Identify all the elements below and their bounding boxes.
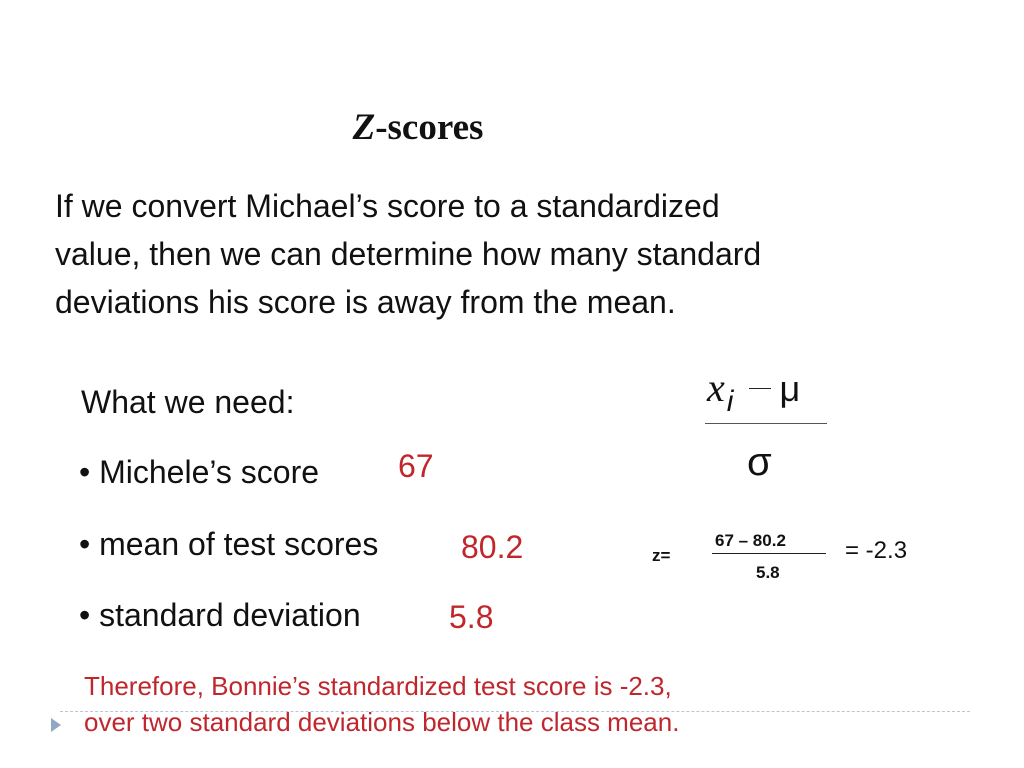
formula-numerator xyxy=(707,365,801,418)
need-item-value: 5.8 xyxy=(449,599,494,635)
conclusion-line: over two standard deviations below the class mean. xyxy=(84,707,680,737)
conclusion-text xyxy=(84,668,679,740)
formula-mu: μ xyxy=(779,368,801,409)
intro-line: value, then we can determine how many standard xyxy=(55,236,762,272)
title-suffix: -scores xyxy=(375,107,484,148)
need-item-label: • standard deviation xyxy=(79,597,361,633)
formula-x: x xyxy=(707,365,725,410)
needs-heading: What we need: xyxy=(81,384,295,420)
conclusion-line: Therefore, Bonnie’s standardized test score is -2.3, xyxy=(84,671,672,701)
calc-denominator: 5.8 xyxy=(756,563,780,582)
need-item-value: 80.2 xyxy=(461,529,524,565)
need-item-label: • mean of test scores xyxy=(79,526,379,562)
intro-line: deviations his score is away from the mean. xyxy=(55,284,676,320)
formula-fraction-bar xyxy=(705,423,827,424)
intro-paragraph xyxy=(55,182,975,326)
intro-line: If we convert Michael’s score to a standardized xyxy=(55,188,720,224)
title-prefix: Z xyxy=(352,107,376,148)
calc-result: = -2.3 xyxy=(845,537,908,564)
formula-subscript: i xyxy=(726,385,734,418)
need-item-label: • Michele’s score xyxy=(79,454,320,490)
formula-sigma: σ xyxy=(747,440,772,484)
calc-z-label: z= xyxy=(652,546,671,565)
calc-numerator: 67 – 80.2 xyxy=(715,531,786,550)
slide-title xyxy=(0,106,836,150)
formula-minus-sign xyxy=(749,388,771,389)
footer-divider xyxy=(60,711,970,712)
need-item-value: 67 xyxy=(398,448,434,484)
calc-fraction-bar xyxy=(712,553,826,554)
triangle-right-icon xyxy=(51,718,61,732)
